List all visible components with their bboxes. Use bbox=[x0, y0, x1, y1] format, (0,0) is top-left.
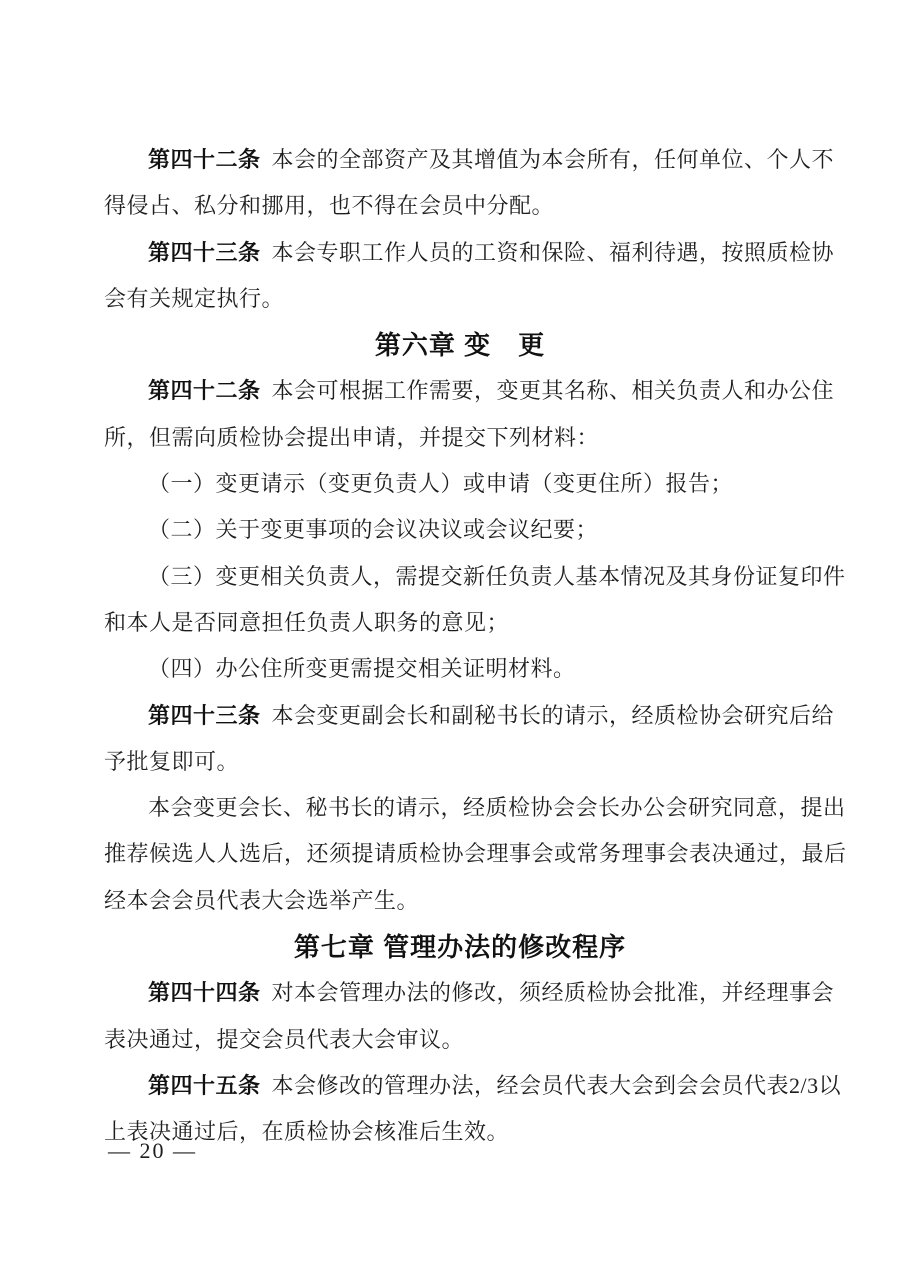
article-number: 第四十四条 bbox=[148, 980, 261, 1006]
chapter-heading: 第七章 管理办法的修改程序 bbox=[293, 932, 627, 963]
chapter-heading: 第六章 变 更 bbox=[374, 330, 546, 361]
line-text: 得侵占、私分和挪用，也不得在会员中分配。 bbox=[104, 193, 555, 219]
line-text: 本会的全部资产及其增值为本会所有，任何单位、个人不 bbox=[271, 147, 835, 172]
text-line bbox=[104, 1017, 816, 1063]
line-text: 推荐候选人人选后，还须提请质检协会理事会或常务理事会表决通过，最后 bbox=[104, 841, 847, 867]
article-line bbox=[104, 368, 835, 414]
article-line bbox=[104, 970, 835, 1016]
text-line bbox=[104, 183, 816, 229]
article-number: 第四十二条 bbox=[148, 147, 261, 172]
article-line bbox=[104, 1063, 842, 1109]
line-text: （一）变更请示（变更负责人）或申请（变更住所）报告； bbox=[148, 471, 734, 497]
article-number: 第四十五条 bbox=[148, 1072, 261, 1098]
line-text: 会有关规定执行。 bbox=[104, 285, 285, 311]
text-line bbox=[104, 646, 816, 692]
line-text: （三）变更相关负责人，需提交新任负责人基本情况及其身份证复印件 bbox=[148, 563, 846, 589]
line-text: 本会变更副会长和副秘书长的请示，经质检协会研究后给 bbox=[271, 702, 835, 728]
text-line bbox=[104, 507, 816, 553]
text-line bbox=[104, 831, 847, 877]
text-line bbox=[104, 600, 816, 646]
article-line bbox=[104, 137, 835, 183]
text-line bbox=[104, 554, 846, 600]
line-text: 和本人是否同意担任负责人职务的意见； bbox=[104, 609, 510, 635]
page-number: — 20 — bbox=[108, 1138, 197, 1163]
text-line bbox=[104, 1109, 816, 1155]
line-text: 经本会会员代表大会选举产生。 bbox=[104, 887, 420, 913]
line-text: 上表决通过后，在质检协会核准后生效。 bbox=[104, 1119, 510, 1145]
text-line bbox=[104, 739, 816, 785]
line-text: 本会变更会长、秘书长的请示，经质检协会会长办公会研究同意，提出 bbox=[148, 795, 846, 821]
article-number: 第四十三条 bbox=[148, 702, 261, 728]
article-line bbox=[104, 230, 835, 276]
text-line bbox=[104, 878, 816, 924]
line-text: 本会修改的管理办法，经会员代表大会到会会员代表2/3以 bbox=[271, 1072, 842, 1098]
line-text: 表决通过，提交会员代表大会审议。 bbox=[104, 1026, 465, 1052]
text-line bbox=[104, 276, 816, 322]
line-text: 对本会管理办法的修改，须经质检协会批准，并经理事会 bbox=[271, 980, 835, 1006]
document-body bbox=[104, 137, 847, 1156]
article-number: 第四十三条 bbox=[148, 239, 261, 265]
line-text: 所，但需向质检协会提出申请，并提交下列材料： bbox=[104, 424, 600, 450]
line-text: 本会可根据工作需要，变更其名称、相关负责人和办公住 bbox=[271, 378, 835, 404]
text-line bbox=[104, 415, 816, 461]
line-text: 本会专职工作人员的工资和保险、福利待遇，按照质检协 bbox=[271, 239, 835, 265]
article-line bbox=[104, 693, 835, 739]
article-number: 第四十二条 bbox=[148, 378, 261, 404]
line-text: （二）关于变更事项的会议决议或会议纪要； bbox=[148, 517, 599, 543]
line-text: （四）办公住所变更需提交相关证明材料。 bbox=[148, 656, 576, 682]
text-line bbox=[104, 785, 846, 831]
line-text: 予批复即可。 bbox=[104, 748, 240, 774]
text-line bbox=[104, 461, 816, 507]
